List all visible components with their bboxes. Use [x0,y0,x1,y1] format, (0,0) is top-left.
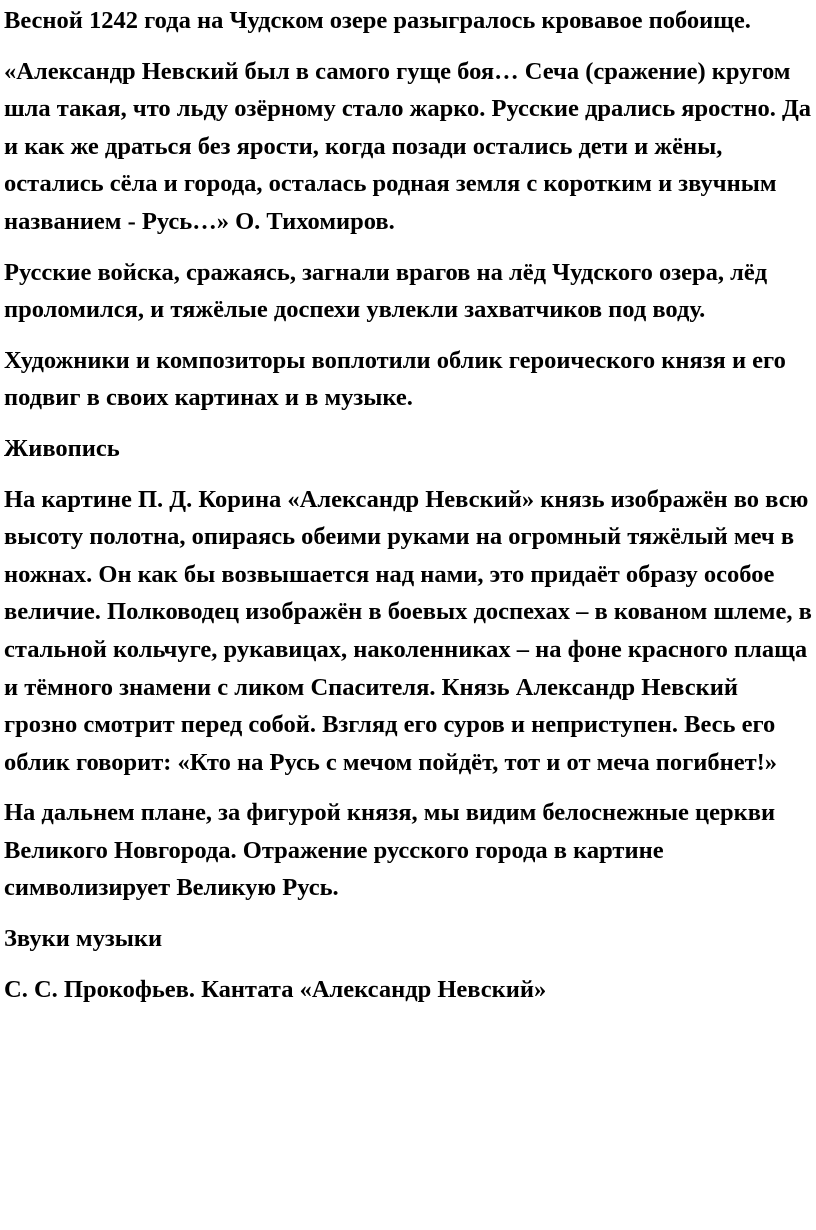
section-heading-music: Звуки музыки [4,925,163,953]
cantata-title: С. С. Прокофьев. Кантата «Александр Невский» [4,975,547,1003]
background-paragraph: На дальнем плане, за фигурой князя, мы видим белоснежные церкви Великого Новгорода. Отражение русского города в картине символизирует Великую Русь. [4,799,776,902]
section-heading-painting: Живопись [4,434,120,462]
intro-paragraph: Весной 1242 года на Чудском озере разыгралось кровавое побоище. [4,7,751,34]
quote-paragraph: «Александр Невский был в самого гуще боя… Сеча (сражение) кругом шла такая, что льду озёрному стало жарко. Русские дрались яростно. Да и как же драться без ярости, когда позади остались дети и жёны, остались сёла и города, осталась родная земля с коротким и звучным названием - Русь…» О. Тихомиров. [4,57,812,235]
artists-paragraph: Художники и композиторы воплотили облик героического князя и его подвиг в своих картинах и в музыке. [4,346,786,412]
battle-paragraph: Русские войска, сражаясь, загнали врагов на лёд Чудского озера, лёд проломился, и тяжёлые доспехи увлекли захватчиков под воду. [4,258,768,324]
painting-description-paragraph: На картине П. Д. Корина «Александр Невский» князь изображён во всю высоту полотна, опираясь обеими руками на огромный тяжёлый меч в ножнах. Он как бы возвышается над нами, это придаёт образу особое величие. Полководец изображён в боевых доспехах – в кованом шлеме, в стальной кольчуге, рукавицах, наколенниках – на фоне красного плаща и тёмного знамени с ликом Спасителя. Князь Александр Невский грозно смотрит перед собой. Взгляд его суров и неприступен. Весь его облик говорит: «Кто на Русь с мечом пойдёт, тот и от меча погибнет!» [4,485,812,776]
